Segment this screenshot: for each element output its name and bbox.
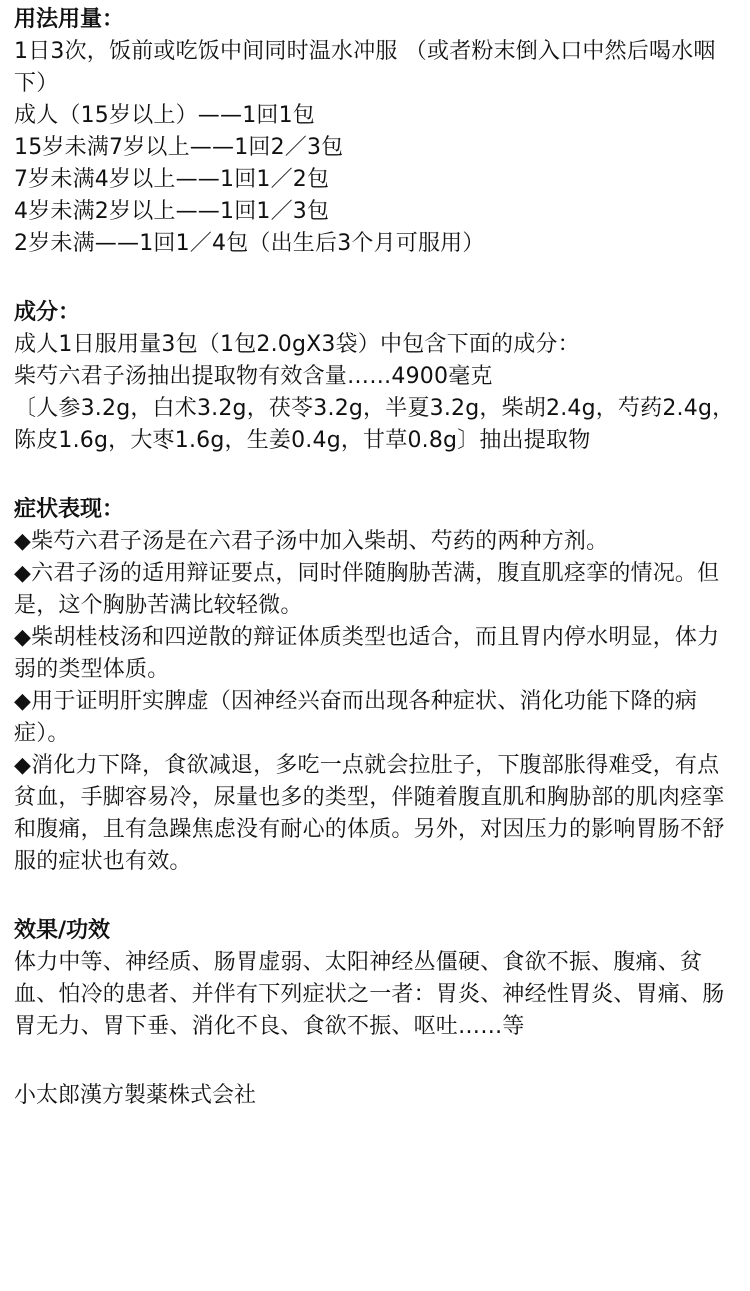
usage-line: 15岁未满7岁以上——1回2／3包 xyxy=(14,135,344,160)
usage-line: 7岁未满4岁以上——1回1／2包 xyxy=(14,167,330,192)
symptoms-heading: 症状表现： xyxy=(14,497,125,522)
effects-heading: 效果/功效 xyxy=(14,918,111,943)
symptom-item: ◆柴胡桂枝汤和四逆散的辩证体质类型也适合，而且胃内停水明显，体力弱的类型体质。 xyxy=(14,625,720,682)
symptom-item: ◆消化力下降，食欲减退，多吃一点就会拉肚子，下腹部胀得难受，有点贫血，手脚容易冷，尿量也多的类型，伴随着腹直肌和胸胁部的肌肉痉挛和腹痛，且有急躁焦虑没有耐心的体质。另外，对因压力的影响胃肠不舒服的症状也有效。 xyxy=(14,753,725,874)
symptom-item: ◆六君子汤的适用辩证要点，同时伴随胸胁苦满，腹直肌痉挛的情况。但是，这个胸胁苦满比较轻微。 xyxy=(14,561,720,618)
usage-heading: 用法用量： xyxy=(14,7,125,32)
ingredients-line: 柴芍六君子汤抽出提取物有效含量……4900毫克 xyxy=(14,364,493,389)
effects-line: 体力中等、神经质、肠胃虚弱、太阳神经丛僵硬、食欲不振、腹痛、贫血、怕冷的患者、并伴有下列症状之一者：胃炎、神经性胃炎、胃痛、肠胃无力、胃下垂、消化不良、食欲不振、呕吐……等 xyxy=(14,950,725,1039)
usage-line: 4岁未满2岁以上——1回1／3包 xyxy=(14,199,330,224)
company-name: 小太郎漢方製薬株式会社 xyxy=(14,1083,257,1108)
symptom-item: ◆柴芍六君子汤是在六君子汤中加入柴胡、芍药的两种方剂。 xyxy=(14,529,609,554)
symptoms-section xyxy=(14,494,736,878)
usage-line: 2岁未满——1回1／4包（出生后3个月可服用） xyxy=(14,231,485,256)
usage-line: 成人（15岁以上）——1回1包 xyxy=(14,103,315,128)
effects-section xyxy=(14,915,736,1043)
ingredients-line: 〔人参3.2g，白术3.2g，茯苓3.2g，半夏3.2g，柴胡2.4g，芍药2.4g，陈皮1.6g，大枣1.6g，生姜0.4g，甘草0.8g〕抽出提取物 xyxy=(14,396,735,453)
ingredients-line: 成人1日服用量3包（1包2.0gX3袋）中包含下面的成分： xyxy=(14,332,580,357)
usage-section xyxy=(14,4,736,260)
symptom-item: ◆用于证明肝实脾虚（因神经兴奋而出现各种症状、消化功能下降的病症）。 xyxy=(14,689,698,746)
usage-line: 1日3次，饭前或吃饭中间同时温水冲服 （或者粉末倒入口中然后喝水咽下） xyxy=(14,39,716,96)
ingredients-heading: 成分： xyxy=(14,300,81,325)
ingredients-section xyxy=(14,297,736,457)
